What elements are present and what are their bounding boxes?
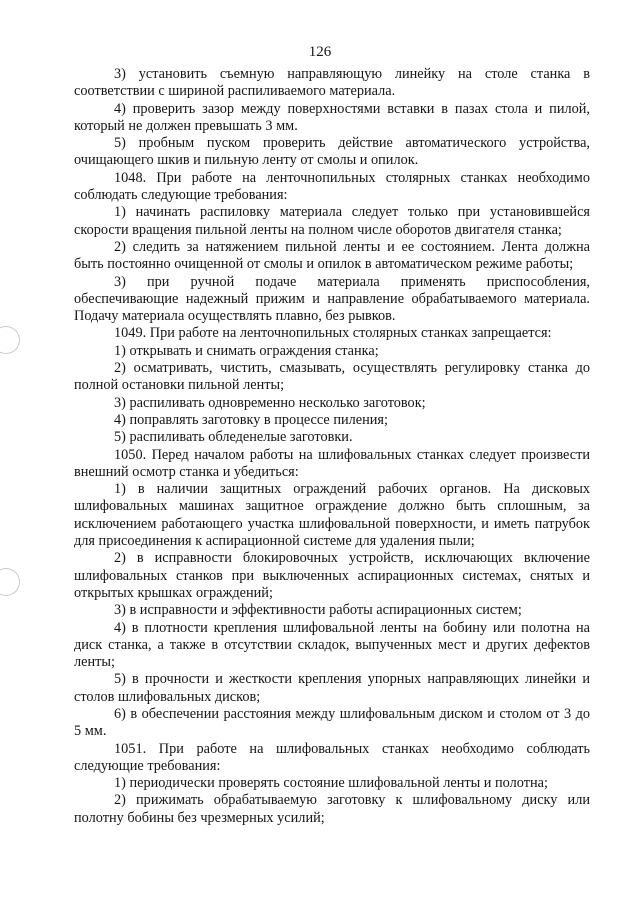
paragraph: 1) начинать распиловку материала следует только при установившейся скорости вращения пильной ленты на полном числе оборотов двигателя станка; (74, 204, 590, 238)
paragraph: 5) в прочности и жесткости крепления упорных направляющих линейки и столов шлифовальных дисков; (74, 671, 590, 705)
paragraph: 2) в исправности блокировочных устройств, исключающих включение шлифовальных станков при выключенных аспирационных системах, снятых и открытых крышках ограждений; (74, 550, 590, 601)
paragraph: 4) в плотности крепления шлифовальной ленты на бобину или полотна на диск станка, а также в отсутствии складок, выпученных мест и других дефектов ленты; (74, 619, 590, 671)
punch-hole-mark (0, 326, 20, 354)
paragraph: 1) в наличии защитных ограждений рабочих органов. На дисковых шлифовальных машинах защитное ограждение должно быть сплошным, за исключением работающего участка шлифовальной поверхности, и иметь патрубок для присоединения к аспирационной системе для удаления пыли; (74, 481, 590, 550)
paragraph: 4) проверить зазор между поверхностями вставки в пазах стола и пилой, который не должен превышать 3 мм. (74, 100, 590, 134)
paragraph: 3) распиливать одновременно несколько заготовок; (114, 394, 426, 411)
paragraph: 1048. При работе на ленточнопильных столярных станках необходимо соблюдать следующие требования: (74, 169, 590, 204)
paragraph: 5) распиливать обледенелые заготовки. (114, 429, 353, 446)
paragraph: 1051. При работе на шлифовальных станках необходимо соблюдать следующие требования: (74, 740, 590, 774)
paragraph: 2) следить за натяжением пильной ленты и ее состоянием. Лента должна быть постоянно очищенной от смолы и опилок в автоматическом режиме работы; (74, 238, 590, 273)
document-body (74, 66, 590, 827)
paragraph: 2) осматривать, чистить, смазывать, осуществлять регулировку станка до полной остановки пильной ленты; (74, 360, 590, 394)
paragraph: 3) при ручной подаче материала применять приспособления, обеспечивающие надежный прижим и направление обрабатываемого материала. Подачу материала осуществлять плавно, без рывков. (74, 273, 590, 325)
paragraph: 1049. При работе на ленточнопильных столярных станках запрещается: (114, 325, 552, 342)
paragraph: 1) открывать и снимать ограждения станка; (114, 342, 379, 359)
paragraph: 3) в исправности и эффективности работы аспирационных систем; (114, 602, 522, 619)
page-number: 126 (308, 44, 332, 60)
paragraph: 2) прижимать обрабатываемую заготовку к шлифовальному диску или полотну бобины без чрезмерных усилий; (74, 792, 590, 826)
paragraph: 4) поправлять заготовку в процессе пиления; (114, 411, 388, 428)
paragraph: 1) периодически проверять состояние шлифовальной ленты и полотна; (114, 775, 548, 792)
paragraph: 5) пробным пуском проверить действие автоматического устройства, очищающего шкив и пильную ленту от смолы и опилок. (74, 135, 590, 169)
paragraph: 6) в обеспечении расстояния между шлифовальным диском и столом от 3 до 5 мм. (74, 705, 590, 740)
paragraph: 3) установить съемную направляющую линейку на столе станка в соответствии с шириной распиливаемого материала. (74, 66, 590, 100)
paragraph: 1050. Перед началом работы на шлифовальных станках следует произвести внешний осмотр станка и убедиться: (74, 446, 590, 480)
punch-hole-mark (0, 568, 20, 596)
